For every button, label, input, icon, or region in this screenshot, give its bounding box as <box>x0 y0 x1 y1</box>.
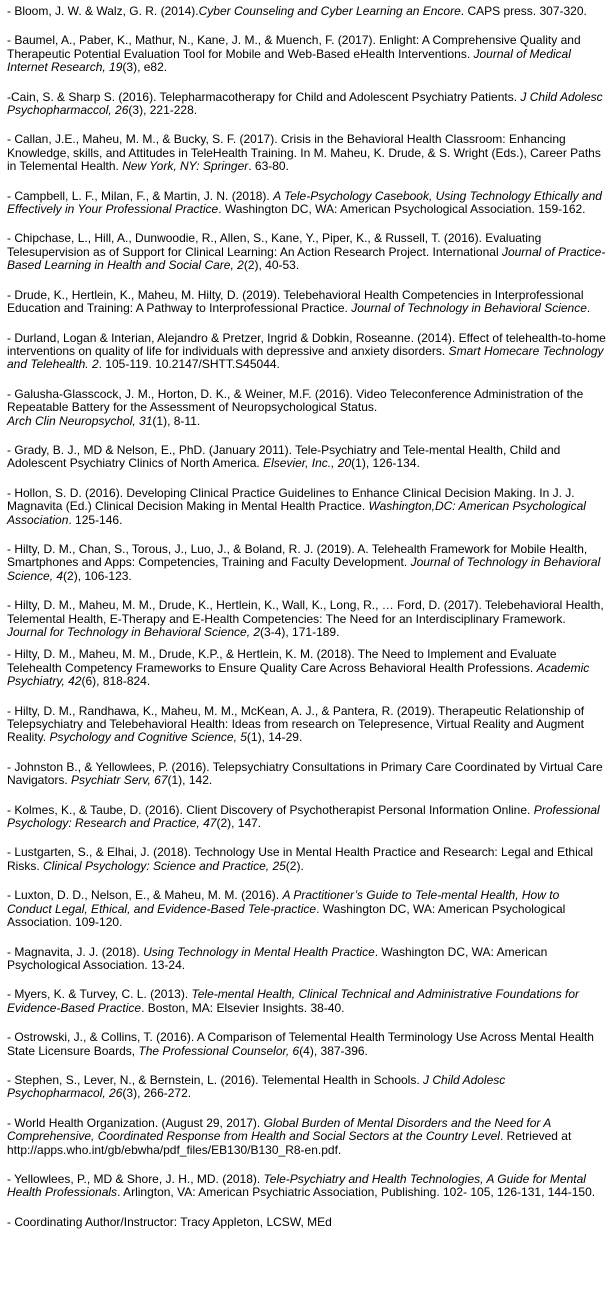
reference-text-segment: (3), e82. <box>122 60 168 75</box>
reference-italic-segment: Psychology and Cognitive Science, 5 <box>49 730 247 745</box>
reference-entry <box>7 889 606 929</box>
reference-italic-segment: Using Technology in Mental Health Practice <box>143 944 375 959</box>
reference-italic-segment: Academic Psychiatry, 42 <box>7 660 590 689</box>
reference-text-segment: . 105-119. 10.2147/SHTT.S45044. <box>98 357 280 372</box>
reference-text-segment: . Washington DC, WA: American Psychological Association. 109-120. <box>7 901 566 930</box>
reference-text-segment: - Coordinating Author/Instructor: Tracy Appleton, LCSW, MEd <box>7 1214 332 1229</box>
reference-text-segment: - Hilty, D. M., Chan, S., Torous, J., Luo, J., & Boland, R. J. (2019). A. Telehealth Framework for Mobile Health, Smartphones and Apps: Competencies, Training and Faculty Development. <box>7 541 588 570</box>
reference-italic-segment: Professional Psychology: Research and Practice, 47 <box>7 802 600 831</box>
reference-text-segment: (3-4), 171-189. <box>260 625 340 639</box>
reference-italic-segment: J Child Adolesc Psychopharmaccol, 26 <box>7 89 603 118</box>
reference-entry <box>7 946 606 973</box>
reference-text-segment: - World Health Organization. (August 29, 2017). <box>7 1115 264 1130</box>
reference-entry <box>7 804 606 831</box>
reference-text-segment: (1), 8-11. <box>152 413 201 428</box>
reference-text-segment: - Drude, K., Hertlein, K., Maheu, M. Hilty, D. (2019). Telebehavioral Health Competencies in Interprofessional Education and Training: A Pathway to Interprofessional Practice. <box>7 287 584 316</box>
reference-text-segment: - Chipchase, L., Hill, A., Dunwoodie, R., Allen, S., Kane, Y., Piper, K., & Russell, T. (2016). Evaluating Telesupervision as of Support for Clinical Learning: An Action Research Project. International <box>7 231 542 259</box>
reference-entry <box>7 444 606 471</box>
reference-italic-segment: Elsevier, Inc., 20 <box>263 456 352 471</box>
reference-text-segment: . CAPS press. 307-320. <box>460 4 587 18</box>
reference-italic-segment: Arch Clin Neuropsychol, 31 <box>7 413 153 428</box>
reference-italic-segment: Tele-mental Health, Clinical Technical and Administrative Foundations for Evidence-Based Practice <box>7 987 580 1015</box>
reference-entry <box>7 705 606 745</box>
reference-italic-segment: The Professional Counselor, 6 <box>138 1043 300 1058</box>
reference-text-segment: . Retrieved at http://apps.who.int/gb/ebwha/pdf_files/EB130/B130_R8-en.pdf. <box>7 1129 572 1157</box>
reference-entry <box>7 543 606 583</box>
reference-text-segment: - Bloom, J. W. & Walz, G. R. (2014). <box>7 4 199 18</box>
reference-text-segment: - Johnston B., & Yellowlees, P. (2016). Telepsychiatry Consultations in Primary Care Coordinated by Virtual Care Navigators. <box>7 759 603 788</box>
reference-text-segment: - Campbell, L. F., Milan, F., & Martin, J. N. (2018). <box>7 188 274 203</box>
reference-italic-segment: Global Burden of Mental Disorders and the Need for A Comprehensive, Coordinated Response from Health and Social Sectors at the Country Level <box>7 1115 551 1144</box>
reference-text-segment: . Washington DC, WA: American Psychological Association. 13-24. <box>7 944 548 972</box>
reference-italic-segment: Journal of Technology in Behavioral Science, 4 <box>7 555 601 583</box>
reference-entry <box>7 1031 606 1058</box>
reference-text-segment: -Cain, S. & Sharp S. (2016). Telepharmacotherapy for Child and Adolescent Psychiatry Patients. <box>7 89 521 104</box>
reference-italic-segment: Clinical Psychology: Science and Practice, 25 <box>43 858 286 873</box>
reference-entry <box>7 34 606 74</box>
reference-italic-segment: Washington,DC: American Psychological Association <box>7 499 586 527</box>
reference-entry <box>7 5 606 18</box>
reference-text-segment: . Arlington, VA: American Psychiatric Association, Publishing. 102- 105, 126-131, 144-150. <box>117 1185 596 1200</box>
reference-text-segment: (3), 266-272. <box>122 1086 192 1101</box>
reference-text-segment: (6), 818-824. <box>81 674 151 689</box>
reference-entry <box>7 1117 606 1157</box>
reference-entry <box>7 1216 606 1229</box>
reference-text-segment: - Stephen, S., Lever, N., & Bernstein, L. (2016). Telemental Health in Schools. <box>7 1072 424 1087</box>
reference-text-segment: (2). <box>285 858 304 873</box>
reference-text-segment: - Kolmes, K., & Taube, D. (2016). Client Discovery of Psychotherapist Personal Information Online. <box>7 802 534 817</box>
reference-entry <box>7 190 606 217</box>
reference-italic-segment: Smart Homecare Technology and Telehealth. 2 <box>7 343 604 372</box>
reference-entry <box>7 1173 606 1200</box>
reference-entry <box>7 91 606 118</box>
reference-text-segment: - Baumel, A., Paber, K., Mathur, N., Kane, J. M., & Muench, F. (2017). Enlight: A Comprehensive Quality and Therapeutic Potential Evaluation Tool for Mobile and Web-Based eHealth Interventions. <box>7 33 581 61</box>
reference-text-segment: . 125-146. <box>68 512 123 527</box>
reference-entry <box>7 1074 606 1101</box>
reference-italic-segment: New York, NY: Springer <box>122 159 249 174</box>
reference-entry <box>7 289 606 316</box>
reference-entry <box>7 648 606 688</box>
reference-text-segment: (2), 106-123. <box>63 568 132 583</box>
reference-text-segment: (2), 40-53. <box>243 258 300 273</box>
reference-text-segment: - Durland, Logan & Interian, Alejandro & Pretzer, Ingrid & Dobkin, Roseanne. (2014). Effect of telehealth-to-home interventions on quality of life for individuals with depressive and anxiety disorders. <box>7 330 606 358</box>
reference-italic-segment: A Tele-Psychology Casebook, Using Technology Ethically and Effectively in Your Professional Practice <box>7 188 602 217</box>
reference-italic-segment: Cyber Counseling and Cyber Learning an Encore <box>198 4 461 18</box>
reference-entry <box>7 133 606 173</box>
reference-text-segment: - Hilty, D. M., Maheu, M. M., Drude, K.P., & Hertlein, K. M. (2018). The Need to Implement and Evaluate Telehealth Competency Frameworks to Ensure Quality Care Across Behavioral Health Professions. <box>7 647 557 675</box>
reference-text-segment: - Hollon, S. D. (2016). Developing Clinical Practice Guidelines to Enhance Clinical Decision Making. In J. J. Magnavita (Ed.) Clinical Decision Making in Mental Health Practice. <box>7 485 575 514</box>
reference-text-segment: - Galusha-Glasscock, J. M., Horton, D. K., & Weiner, M.F. (2016). Video Teleconference Administration of the Repeatable Battery for the Assessment of Neuropsychological Status. <box>7 386 584 415</box>
reference-italic-segment: Journal of Technology in Behavioral Science <box>351 301 587 316</box>
reference-text-segment: - Luxton, D. D., Nelson, E., & Maheu, M. M. (2016). <box>7 888 283 903</box>
reference-entry <box>7 599 606 639</box>
reference-text-segment: . Washington DC, WA: American Psychological Association. 159-162. <box>218 202 586 217</box>
reference-entry <box>7 388 606 428</box>
reference-text-segment: (1), 126-134. <box>351 456 420 471</box>
reference-entry <box>7 761 606 788</box>
reference-italic-segment: Tele-Psychiatry and Health Technologies, A Guide for Mental Health Professionals <box>7 1171 586 1200</box>
reference-text-segment: - Magnavita, J. J. (2018). <box>7 944 144 959</box>
reference-text-segment: (1), 142. <box>167 773 213 788</box>
reference-text-segment: . <box>586 301 591 316</box>
reference-text-segment: - Lustgarten, S., & Elhai, J. (2018). Technology Use in Mental Health Practice and Research: Legal and Ethical Risks. <box>7 845 594 873</box>
reference-text-segment: - Callan, J.E., Maheu, M. M., & Bucky, S. F. (2017). Crisis in the Behavioral Health Classroom: Enhancing Knowledge, skills, and Attitudes in TeleHealth Training. In M. Maheu, K. Drude, & S. Wright (Eds.), Career Paths in Telemental Health. <box>7 132 601 174</box>
reference-italic-segment: Psychiatr Serv, 67 <box>71 773 168 788</box>
reference-text-segment: (3), 221-228. <box>128 103 198 118</box>
reference-text-segment: . Boston, MA: Elsevier Insights. 38-40. <box>141 1000 345 1015</box>
reference-italic-segment: Journal for Technology in Behavioral Science, 2 <box>7 625 261 639</box>
reference-italic-segment: Journal of Practice-Based Learning in Health and Social Care, 2 <box>7 244 606 273</box>
reference-text-segment: - Hilty, D. M., Randhawa, K., Maheu, M. M., McKean, A. J., & Pantera, R. (2019). Therapeutic Relationship of Telepsychiatry and Telebehavioral Health: Ideas from research on Telepresence, Virtual Reality and Augment Reality. <box>7 703 585 745</box>
reference-text-segment: . 63-80. <box>248 159 289 174</box>
reference-text-segment: (1), 14-29. <box>246 730 303 745</box>
reference-text-segment: - Grady, B. J., MD & Nelson, E., PhD. (January 2011). Tele-Psychiatry and Tele-mental Health, Child and Adolescent Psychiatry Clinics of North America. <box>7 442 561 471</box>
reference-text-segment: (4), 387-396. <box>299 1043 368 1058</box>
reference-text-segment: - Myers, K. & Turvey, C. L. (2013). <box>7 987 192 1002</box>
reference-entry <box>7 846 606 873</box>
reference-italic-segment: J Child Adolesc Psychopharmacol, 26 <box>7 1072 506 1101</box>
reference-entry <box>7 988 606 1015</box>
reference-text-segment: - Hilty, D. M., Maheu, M. M., Drude, K., Hertlein, K., Wall, K., Long, R., … Ford, D. (2017). Telebehavioral Health, Telemental Health, E-Therapy and E-Health Competencies: The Need for an Interdisciplinary Framework. <box>7 598 604 626</box>
reference-italic-segment: A Practitioner’s Guide to Tele-mental Health, How to Conduct Legal, Ethical, and Evidence-Based Tele-practice <box>7 888 560 916</box>
reference-text-segment: - Yellowlees, P., MD & Shore, J. H., MD. (2018). <box>7 1171 264 1186</box>
reference-text-segment: (2), 147. <box>216 816 262 831</box>
reference-entry <box>7 332 606 372</box>
reference-entry <box>7 487 606 527</box>
reference-entry <box>7 232 606 272</box>
reference-italic-segment: Journal of Medical Internet Research, 19 <box>7 46 571 75</box>
reference-text-segment: - Ostrowski, J., & Collins, T. (2016). A Comparison of Telemental Health Terminology Use Across Mental Health State Licensure Boards, <box>7 1030 594 1058</box>
